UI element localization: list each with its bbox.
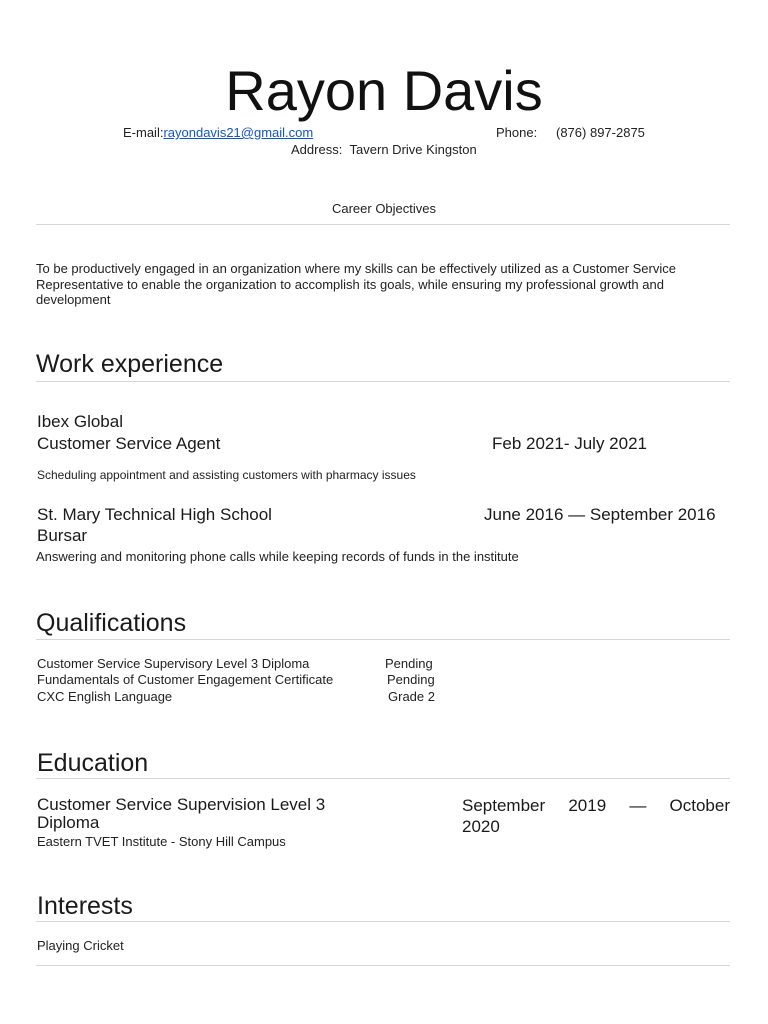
education-institution: Eastern TVET Institute - Stony Hill Campus — [37, 834, 286, 849]
interests-heading: Interests — [37, 892, 133, 920]
address-value: Tavern Drive Kingston — [349, 142, 477, 157]
career-objective-text: To be productively engaged in an organization where my skills can be effectively utilized as a Customer Service Representative to enable the organization to accomplish its goals, while ensuring my professional growth and development — [36, 261, 676, 307]
education-date-word: October — [669, 796, 730, 815]
job-role: Customer Service Agent — [37, 434, 221, 453]
job-company: St. Mary Technical High School — [37, 505, 272, 524]
qualification-status: Pending — [385, 656, 433, 671]
job-role: Bursar — [37, 526, 88, 545]
education-program-cont: Diploma — [37, 813, 100, 832]
job-description: Scheduling appointment and assisting customers with pharmacy issues — [37, 468, 416, 482]
education-date-word: September — [462, 796, 546, 815]
education-program: Customer Service Supervision Level 3 — [37, 795, 326, 814]
job-dates: June 2016 — September 2016 — [484, 505, 716, 524]
divider — [36, 778, 730, 779]
job-company: Ibex Global — [37, 412, 123, 431]
career-objectives-title: Career Objectives — [331, 201, 437, 216]
email-label: E-mail: — [123, 125, 164, 140]
email-line — [123, 125, 313, 141]
education-date-word: 2019 — [568, 796, 607, 815]
education-dates — [462, 795, 730, 816]
education-dates-cont: 2020 — [462, 817, 500, 836]
address-label: Address: — [291, 142, 343, 157]
phone-value: (876) 897-2875 — [556, 125, 645, 140]
resume-name: Rayon Davis — [225, 59, 543, 122]
qualifications-heading: Qualifications — [36, 609, 187, 637]
interest-item: Playing Cricket — [37, 938, 124, 953]
qualification-status: Pending — [387, 672, 435, 687]
qualification-name: Customer Service Supervisory Level 3 Diploma — [37, 656, 310, 671]
divider — [36, 639, 730, 640]
education-date-word: — — [629, 796, 647, 815]
job-description: Answering and monitoring phone calls while keeping records of funds in the institute — [36, 549, 519, 564]
education-heading: Education — [37, 749, 149, 777]
qualification-name: Fundamentals of Customer Engagement Certificate — [37, 672, 334, 687]
divider — [36, 224, 730, 225]
qualification-name: CXC English Language — [37, 689, 173, 704]
work-experience-heading: Work experience — [36, 350, 224, 378]
divider — [36, 921, 730, 922]
job-dates: Feb 2021- July 2021 — [492, 434, 647, 453]
divider — [36, 965, 730, 966]
address-line — [291, 142, 477, 158]
divider — [36, 381, 730, 382]
email-link[interactable]: rayondavis21@gmail.com — [163, 125, 314, 140]
phone-label: Phone: — [496, 125, 538, 140]
qualification-status: Grade 2 — [388, 689, 435, 704]
